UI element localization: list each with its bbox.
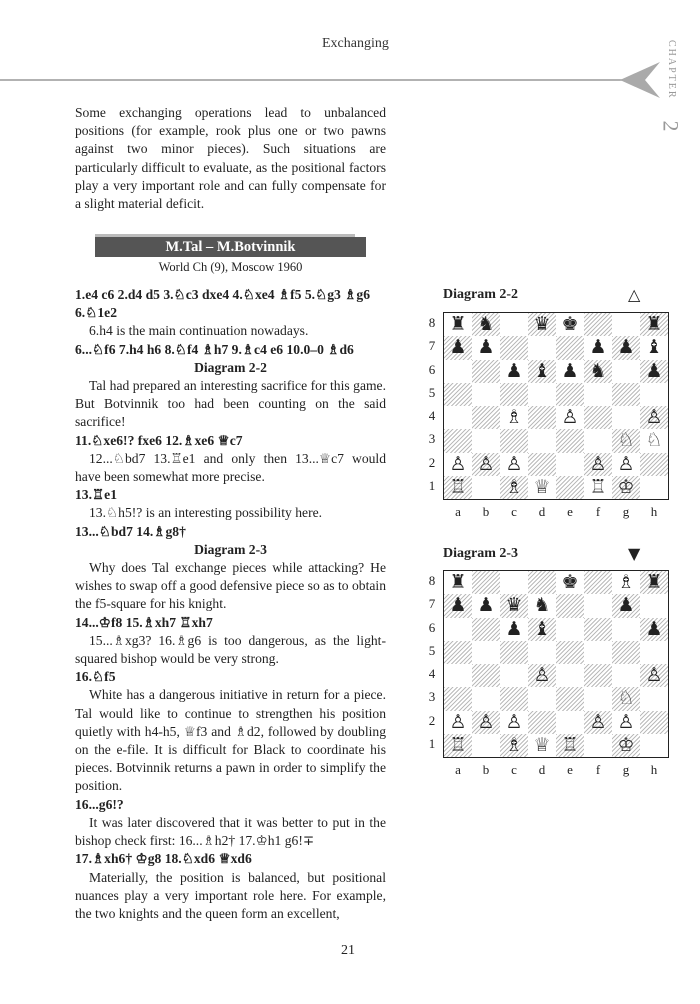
board-square: ♟	[444, 336, 472, 359]
board-square: ♟	[505, 617, 523, 640]
move-line: 13.♖e1	[75, 487, 118, 503]
board-square	[472, 429, 500, 452]
board-square	[444, 429, 472, 452]
board-square: ♙	[561, 406, 579, 428]
page-number: 21	[341, 943, 355, 958]
board-square: ♟	[640, 360, 668, 383]
rank-label: 5	[428, 642, 436, 658]
board-square	[472, 406, 500, 429]
annotation-note: Why does Tal exchange pieces while attacking? He wishes to swap off a good defensive piece so as to obtain the f5-square for his knight.	[75, 560, 386, 612]
file-label: e	[567, 504, 573, 519]
diagram-title: Diagram 2-3	[443, 546, 519, 561]
board-square	[584, 618, 612, 641]
board-square: ♙	[449, 452, 467, 475]
board-square	[640, 453, 668, 476]
board-square	[584, 664, 612, 687]
rank-label: 1	[428, 477, 436, 493]
board-square	[472, 571, 500, 594]
rank-label: 7	[428, 596, 436, 612]
board-square	[584, 594, 612, 617]
board-square	[472, 360, 500, 383]
board-square	[528, 711, 556, 734]
board-square	[528, 453, 556, 476]
annotation-note: Materially, the position is balanced, but positional nuances play a very important role here. For example, the two knights and the queen form an excellent,	[75, 869, 386, 921]
rank-label: 5	[428, 384, 436, 400]
board-square	[584, 571, 612, 594]
board-square	[640, 476, 668, 499]
board-square: ♙	[584, 453, 612, 476]
board-square: ♘	[612, 429, 640, 452]
board-square	[500, 313, 528, 336]
board-square: ♔	[612, 734, 640, 757]
diagram-reference: Diagram 2-3	[194, 541, 267, 557]
annotation-note: 13.♘h5!? is an interesting possibility here.	[89, 505, 323, 521]
file-label: a	[455, 762, 461, 777]
diagram-title: Diagram 2-2	[443, 287, 519, 302]
rank-label: 1	[428, 735, 436, 751]
board-square	[472, 641, 500, 664]
board-square	[472, 687, 500, 710]
board-square: ♞	[533, 594, 551, 617]
board-square	[556, 429, 584, 452]
board-square	[556, 664, 584, 687]
board-square	[472, 618, 500, 641]
board-square	[556, 336, 584, 359]
board-square: ♙	[528, 664, 556, 687]
black-to-move-icon: ▼	[628, 544, 641, 563]
board-square: ♟	[477, 336, 495, 359]
board-square: ♙	[617, 452, 635, 475]
board-square: ♟	[444, 594, 472, 617]
board-square	[556, 711, 584, 734]
board-square	[556, 383, 584, 406]
board-square: ♜	[640, 571, 668, 594]
rank-label: 3	[428, 431, 436, 447]
board-square	[444, 406, 472, 429]
board-square	[556, 641, 584, 664]
file-label: g	[622, 504, 630, 519]
board-square: ♙	[640, 406, 668, 429]
board-square: ♙	[449, 710, 467, 733]
board-square	[444, 641, 472, 664]
board-square: ♟	[612, 336, 640, 359]
board-square	[500, 383, 528, 406]
board-square: ♖	[444, 476, 472, 499]
game-header: M.Tal – M.Botvinnik	[95, 237, 366, 257]
rank-label: 4	[428, 666, 436, 681]
board-square	[612, 383, 640, 406]
board-square	[584, 734, 612, 757]
chess-board	[443, 570, 669, 758]
chapter-tab-number: 2	[658, 120, 684, 134]
board-square	[612, 618, 640, 641]
board-square: ♘	[612, 687, 640, 710]
rank-label: 4	[428, 408, 436, 423]
board-square: ♟	[561, 359, 579, 382]
annotation-note: 15...♗xg3? 16.♗g6 is too dangerous, as the light-squared bishop would be very strong.	[75, 632, 386, 667]
board-square	[472, 476, 500, 499]
board-square	[472, 383, 500, 406]
running-head: Exchanging	[322, 36, 389, 51]
board-square: ♙	[505, 452, 523, 475]
board-square	[584, 406, 612, 429]
board-square: ♛	[500, 594, 528, 617]
board-square	[584, 429, 612, 452]
board-square	[640, 687, 668, 710]
white-to-move-icon: △	[628, 285, 641, 304]
board-square: ♞	[472, 313, 500, 336]
board-square: ♔	[612, 476, 640, 499]
move-line: 6...♘f6 7.h4 h6 8.♘f4 ♗h7 9.♗c4 e6 10.0–0 ♗d6	[75, 341, 354, 357]
board-square	[528, 406, 556, 429]
move-line: 16.♘f5	[75, 669, 116, 685]
board-square	[500, 571, 528, 594]
move-line: 16...g6!?	[75, 796, 124, 812]
board-square: ♝	[528, 360, 556, 383]
move-line: 17.♗xh6† ♔g8 18.♘xd6 ♕xd6	[75, 851, 252, 867]
board-square: ♜	[640, 313, 668, 336]
board-square	[444, 383, 472, 406]
rank-label: 7	[428, 338, 436, 354]
board-square: ♚	[561, 313, 579, 335]
board-square: ♙	[584, 711, 612, 734]
header-rule	[0, 62, 700, 102]
board-square: ♙	[472, 711, 500, 734]
board-square: ♙	[640, 664, 668, 687]
rank-label: 6	[428, 619, 436, 635]
board-square: ♛	[528, 313, 556, 336]
board-square	[640, 711, 668, 734]
file-label: a	[455, 504, 461, 519]
rank-label: 2	[428, 712, 436, 728]
board-square	[584, 687, 612, 710]
board-square	[612, 664, 640, 687]
board-square: ♟	[640, 618, 668, 641]
board-square	[556, 476, 584, 499]
move-line: 13...♘bd7 14.♗g8†	[75, 523, 186, 539]
board-square: ♟	[477, 594, 495, 617]
diagram-reference: Diagram 2-2	[194, 359, 267, 375]
board-square	[640, 383, 668, 406]
file-label: c	[511, 504, 517, 519]
board-square	[528, 571, 556, 594]
file-label: b	[482, 762, 490, 777]
move-line: 1.e4 c6 2.d4 d5 3.♘c3 dxe4 4.♘xe4 ♗f5 5.♘g3 ♗g6 6.♘1e2	[75, 287, 371, 321]
board-square	[556, 687, 584, 710]
board-square	[500, 687, 528, 710]
board-square	[528, 429, 556, 452]
board-square: ♙	[505, 710, 523, 733]
board-square: ♖	[589, 475, 607, 498]
board-square: ♗	[500, 476, 528, 499]
board-square	[640, 594, 668, 617]
chess-board	[443, 312, 669, 500]
rank-label: 3	[428, 689, 436, 705]
board-square	[528, 336, 556, 359]
board-square	[612, 406, 640, 429]
board-square: ♗	[617, 571, 635, 593]
annotation-note: 12...♘bd7 13.♖e1 and only then 13...♕c7 would have been somewhat more precise.	[75, 450, 386, 485]
game-annotation	[75, 286, 386, 923]
board-square	[612, 360, 640, 383]
board-square	[444, 360, 472, 383]
file-label: e	[567, 762, 573, 777]
board-square	[500, 429, 528, 452]
board-square	[612, 641, 640, 664]
move-line: 14...♔f8 15.♗xh7 ♖xh7	[75, 614, 213, 630]
board-square	[640, 734, 668, 757]
board-square: ♕	[533, 475, 551, 498]
board-square: ♜	[449, 313, 467, 335]
board-square	[556, 594, 584, 617]
file-label: h	[650, 762, 658, 777]
board-square: ♗	[505, 406, 523, 428]
board-square	[584, 383, 612, 406]
board-square: ♗	[500, 734, 528, 757]
board-square	[444, 687, 472, 710]
intro-paragraph: Some exchanging operations lead to unbalanced positions (for example, rook plus one or two pawns against two minor pieces). Such situations are particularly difficult to evaluate, as the positional factors play a very important role and can fully compensate for a slight material deficit.	[75, 105, 386, 212]
rank-label: 8	[428, 315, 436, 330]
board-square: ♕	[533, 733, 551, 756]
board-square: ♜	[449, 571, 467, 593]
board-square	[500, 336, 528, 359]
board-square	[500, 641, 528, 664]
file-label: c	[511, 762, 517, 777]
board-square	[528, 383, 556, 406]
annotation-note: It was later discovered that it was better to put in the bishop check first: 16...♗h2† 17.♔h1 g6!∓	[75, 814, 386, 849]
board-square: ♟	[612, 594, 640, 617]
board-square: ♙	[472, 453, 500, 476]
file-label: f	[595, 762, 601, 777]
board-square	[472, 734, 500, 757]
board-square: ♞	[584, 360, 612, 383]
file-label: d	[538, 504, 546, 519]
board-square: ♘	[645, 429, 663, 452]
board-square	[472, 664, 500, 687]
annotation-note: 6.h4 is the main continuation nowadays.	[89, 323, 309, 339]
file-label: g	[622, 762, 630, 777]
board-square	[584, 313, 612, 336]
board-square: ♚	[561, 571, 579, 593]
board-square	[612, 313, 640, 336]
annotation-note: White has a dangerous initiative in return for a piece. Tal would like to continue to strengthen his position quietly with h4-h5, ♕f3 and ♗d2, followed by doubling on the e-file. It is difficult for Black to coordinate his pieces. Botvinnik returns a pawn in order to simplify the position.	[75, 687, 386, 794]
board-square	[556, 453, 584, 476]
board-square	[556, 618, 584, 641]
board-square: ♟	[505, 359, 523, 382]
board-square	[444, 618, 472, 641]
rank-label: 6	[428, 361, 436, 377]
rank-label: 8	[428, 573, 436, 588]
file-label: f	[595, 504, 601, 519]
board-square	[528, 641, 556, 664]
board-square	[500, 664, 528, 687]
file-label: b	[482, 504, 490, 519]
board-square	[444, 664, 472, 687]
board-square: ♖	[444, 734, 472, 757]
board-square	[584, 641, 612, 664]
file-label: d	[538, 762, 546, 777]
board-square	[640, 641, 668, 664]
rank-label: 2	[428, 454, 436, 470]
board-square: ♖	[556, 734, 584, 757]
file-label: h	[650, 504, 658, 519]
board-square: ♝	[528, 618, 556, 641]
board-square: ♙	[617, 710, 635, 733]
board-square	[528, 687, 556, 710]
chapter-tab-word: CHAPTER	[666, 40, 677, 100]
annotation-note: Tal had prepared an interesting sacrifice for this game. But Botvinnik too had been counting on the said sacrifice!	[75, 378, 386, 430]
game-event: World Ch (9), Moscow 1960	[158, 260, 303, 274]
board-square: ♟	[589, 336, 607, 359]
board-square: ♝	[645, 336, 663, 359]
move-line: 11.♘xe6!? fxe6 12.♗xe6 ♕c7	[75, 432, 243, 448]
